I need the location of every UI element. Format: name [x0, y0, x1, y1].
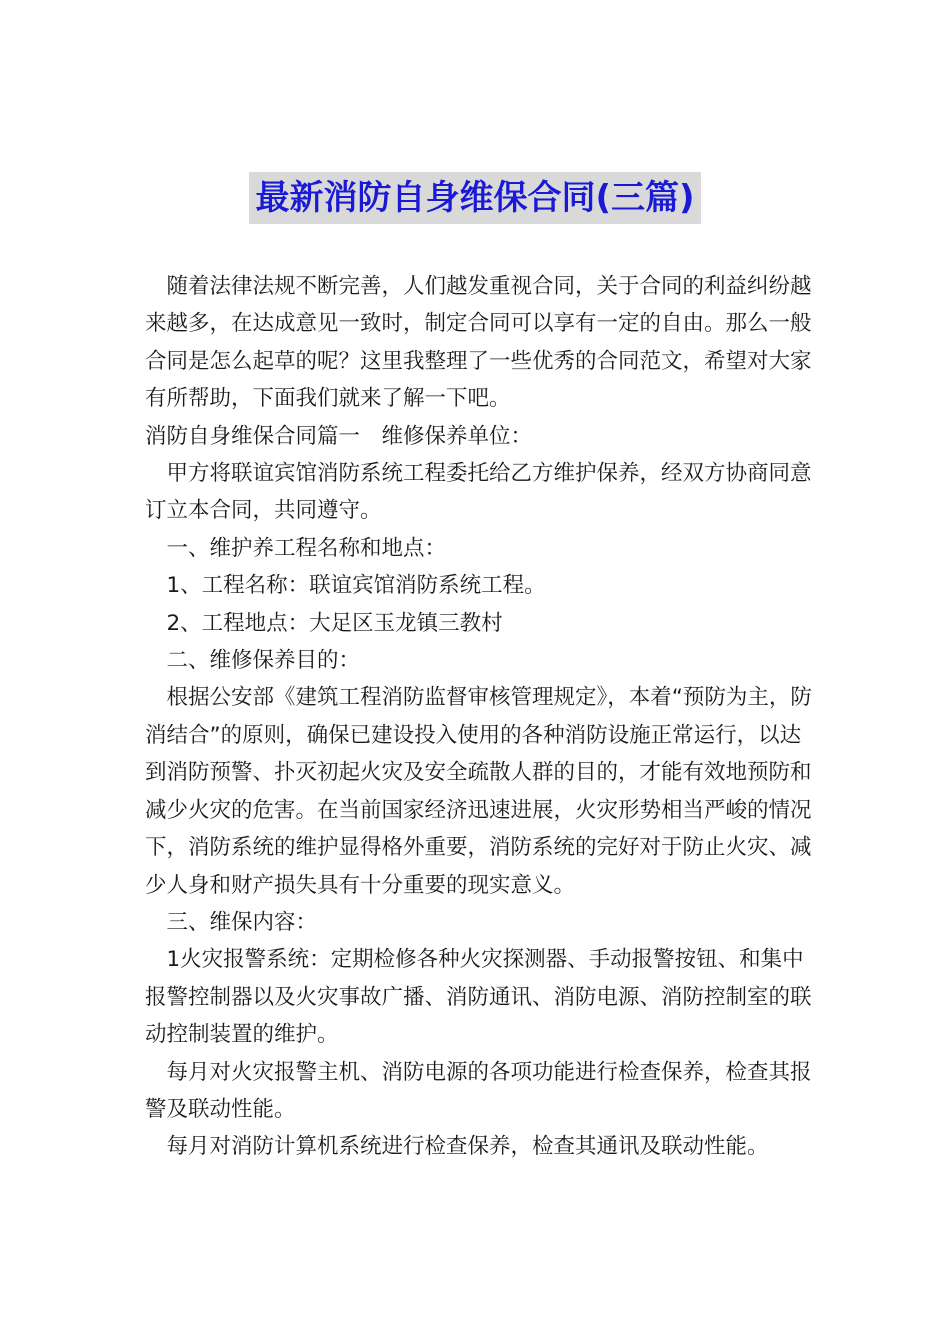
paragraph-heading-3: 三、维保内容：	[166, 909, 318, 935]
paragraph-purpose: 根据公安部《建筑工程消防监督审核管理规定》，本着“预防为主，防消结合”的原则，确保已建设投入使用的各种消防设施正常运行，以达到消防预警、扑灭初起火灾及安全疏散人群的目的，才能有效地预防和减少火灾的危害。在当前国家经济迅速进展，火灾形势相当严峻的情况下，消防系统的维护显得格外重要，消防系统的完好对于防止火灾、减少人身和财产损失具有十分重要的现实意义。	[145, 685, 812, 898]
paragraph-heading-2: 二、维修保养目的：	[166, 648, 361, 674]
paragraph-intro: 随着法律法规不断完善，人们越发重视合同，关于合同的利益纠纷越来越多，在达成意见一致时，制定合同可以享有一定的自由。那么一般合同是怎么起草的呢？这里我整理了一些优秀的合同范文，希望对大家有所帮助，下面我们就来了解一下吧。	[145, 274, 812, 412]
title-container	[0, 172, 950, 224]
paragraph-section-heading: 消防自身维保合同篇一 维修保养单位：	[145, 423, 533, 449]
paragraph-monthly-computer-check: 每月对消防计算机系统进行检查保养，检查其通讯及联动性能。	[166, 1134, 769, 1160]
paragraph-monthly-alarm-check: 每月对火灾报警主机、消防电源的各项功能进行检查保养，检查其报警及联动性能。	[145, 1059, 812, 1122]
paragraph-agreement: 甲方将联谊宾馆消防系统工程委托给乙方维护保养，经双方协商同意订立本合同，共同遵守。	[145, 461, 812, 524]
document-title: 最新消防自身维保合同(三篇)	[249, 172, 700, 224]
document-body	[145, 268, 815, 1166]
paragraph-project-location: 2、工程地点：大足区玉龙镇三教村	[166, 610, 503, 636]
paragraph-heading-1: 一、维护养工程名称和地点：	[166, 535, 447, 561]
paragraph-alarm-system: 1火灾报警系统：定期检修各种火灾探测器、手动报警按钮、和集中报警控制器以及火灾事故广播、消防通讯、消防电源、消防控制室的联动控制装置的维护。	[145, 947, 812, 1048]
paragraph-project-name: 1、工程名称：联谊宾馆消防系统工程。	[166, 573, 546, 599]
